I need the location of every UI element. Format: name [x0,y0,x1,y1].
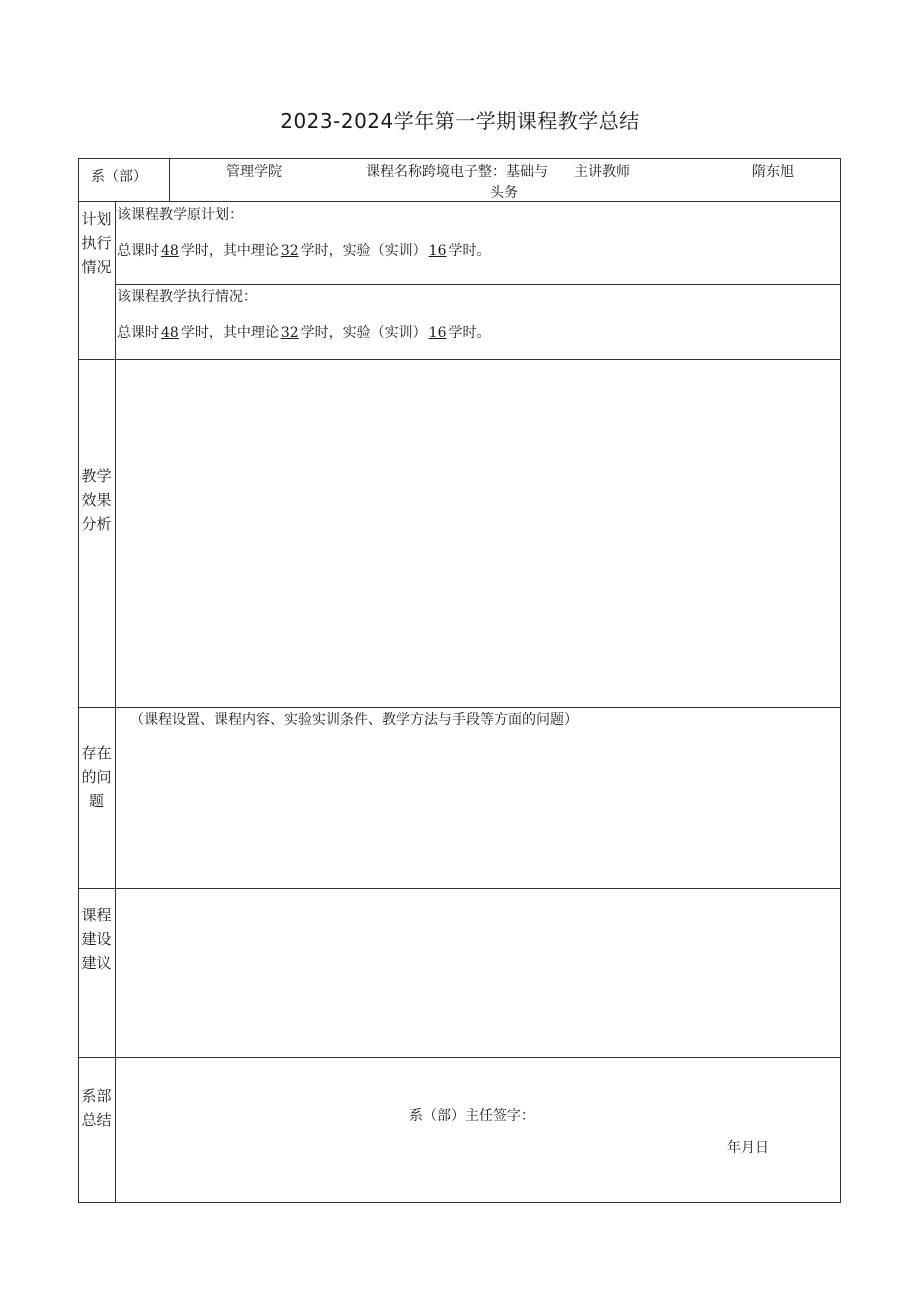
course-value-continued: 头务 [490,185,518,201]
lab-hours-value: 16 [428,243,447,259]
row-divider [78,707,841,708]
row-divider [78,1057,841,1058]
hours-text: 学时，实验（实训） [300,325,427,341]
theory-hours-value: 32 [280,325,299,341]
hours-text: 学时，其中理论 [180,325,279,341]
total-hours-value: 48 [161,325,179,341]
teacher-label: 主讲教师 [574,164,630,180]
theory-hours-value: 32 [280,243,299,259]
hours-prefix: 总课时 [117,243,159,259]
total-hours-value: 48 [161,243,179,259]
hours-prefix: 总课时 [117,325,159,341]
director-signature-label: 系（部）主任签字： [409,1108,535,1124]
executed-plan-heading: 该课程教学执行情况： [117,289,257,305]
suggestions-label: 课程建设建议 [81,906,112,972]
dept-value: 管理学院 [226,164,282,180]
executed-plan-hours [117,324,490,342]
plan-execution-label: 计划执行情况 [81,210,112,276]
dept-label: 系（部） [91,169,147,185]
row-divider [115,284,841,285]
hours-text: 学时，实验（实训） [300,243,427,259]
problems-hint: （课程设置、课程内容、实验实训条件、教学方法与手段等方面的问题） [130,712,578,728]
page-title: 2023-2024学年第一学期课程教学总结 [280,109,640,133]
teacher-value: 隋东旭 [752,164,794,180]
signature-date: 年月日 [727,1140,769,1156]
hours-suffix: 学时。 [448,243,491,259]
teaching-effect-label: 教学效果分析 [81,467,112,533]
hours-text: 学时，其中理论 [180,243,279,259]
original-plan-heading: 该课程教学原计划： [117,207,243,223]
hours-suffix: 学时。 [448,325,491,341]
column-divider [169,158,170,201]
department-summary-label: 系部总结 [81,1087,112,1129]
summary-table [78,158,841,1203]
lab-hours-value: 16 [428,325,447,341]
row-divider [78,201,841,202]
row-divider [78,359,841,360]
row-divider [78,888,841,889]
original-plan-hours [117,242,490,260]
column-divider [115,201,116,1203]
course-label: 课程名称 [366,164,422,180]
course-value: 跨境电子整：基础与 [422,164,548,180]
problems-label: 存在的问题 [81,744,112,810]
